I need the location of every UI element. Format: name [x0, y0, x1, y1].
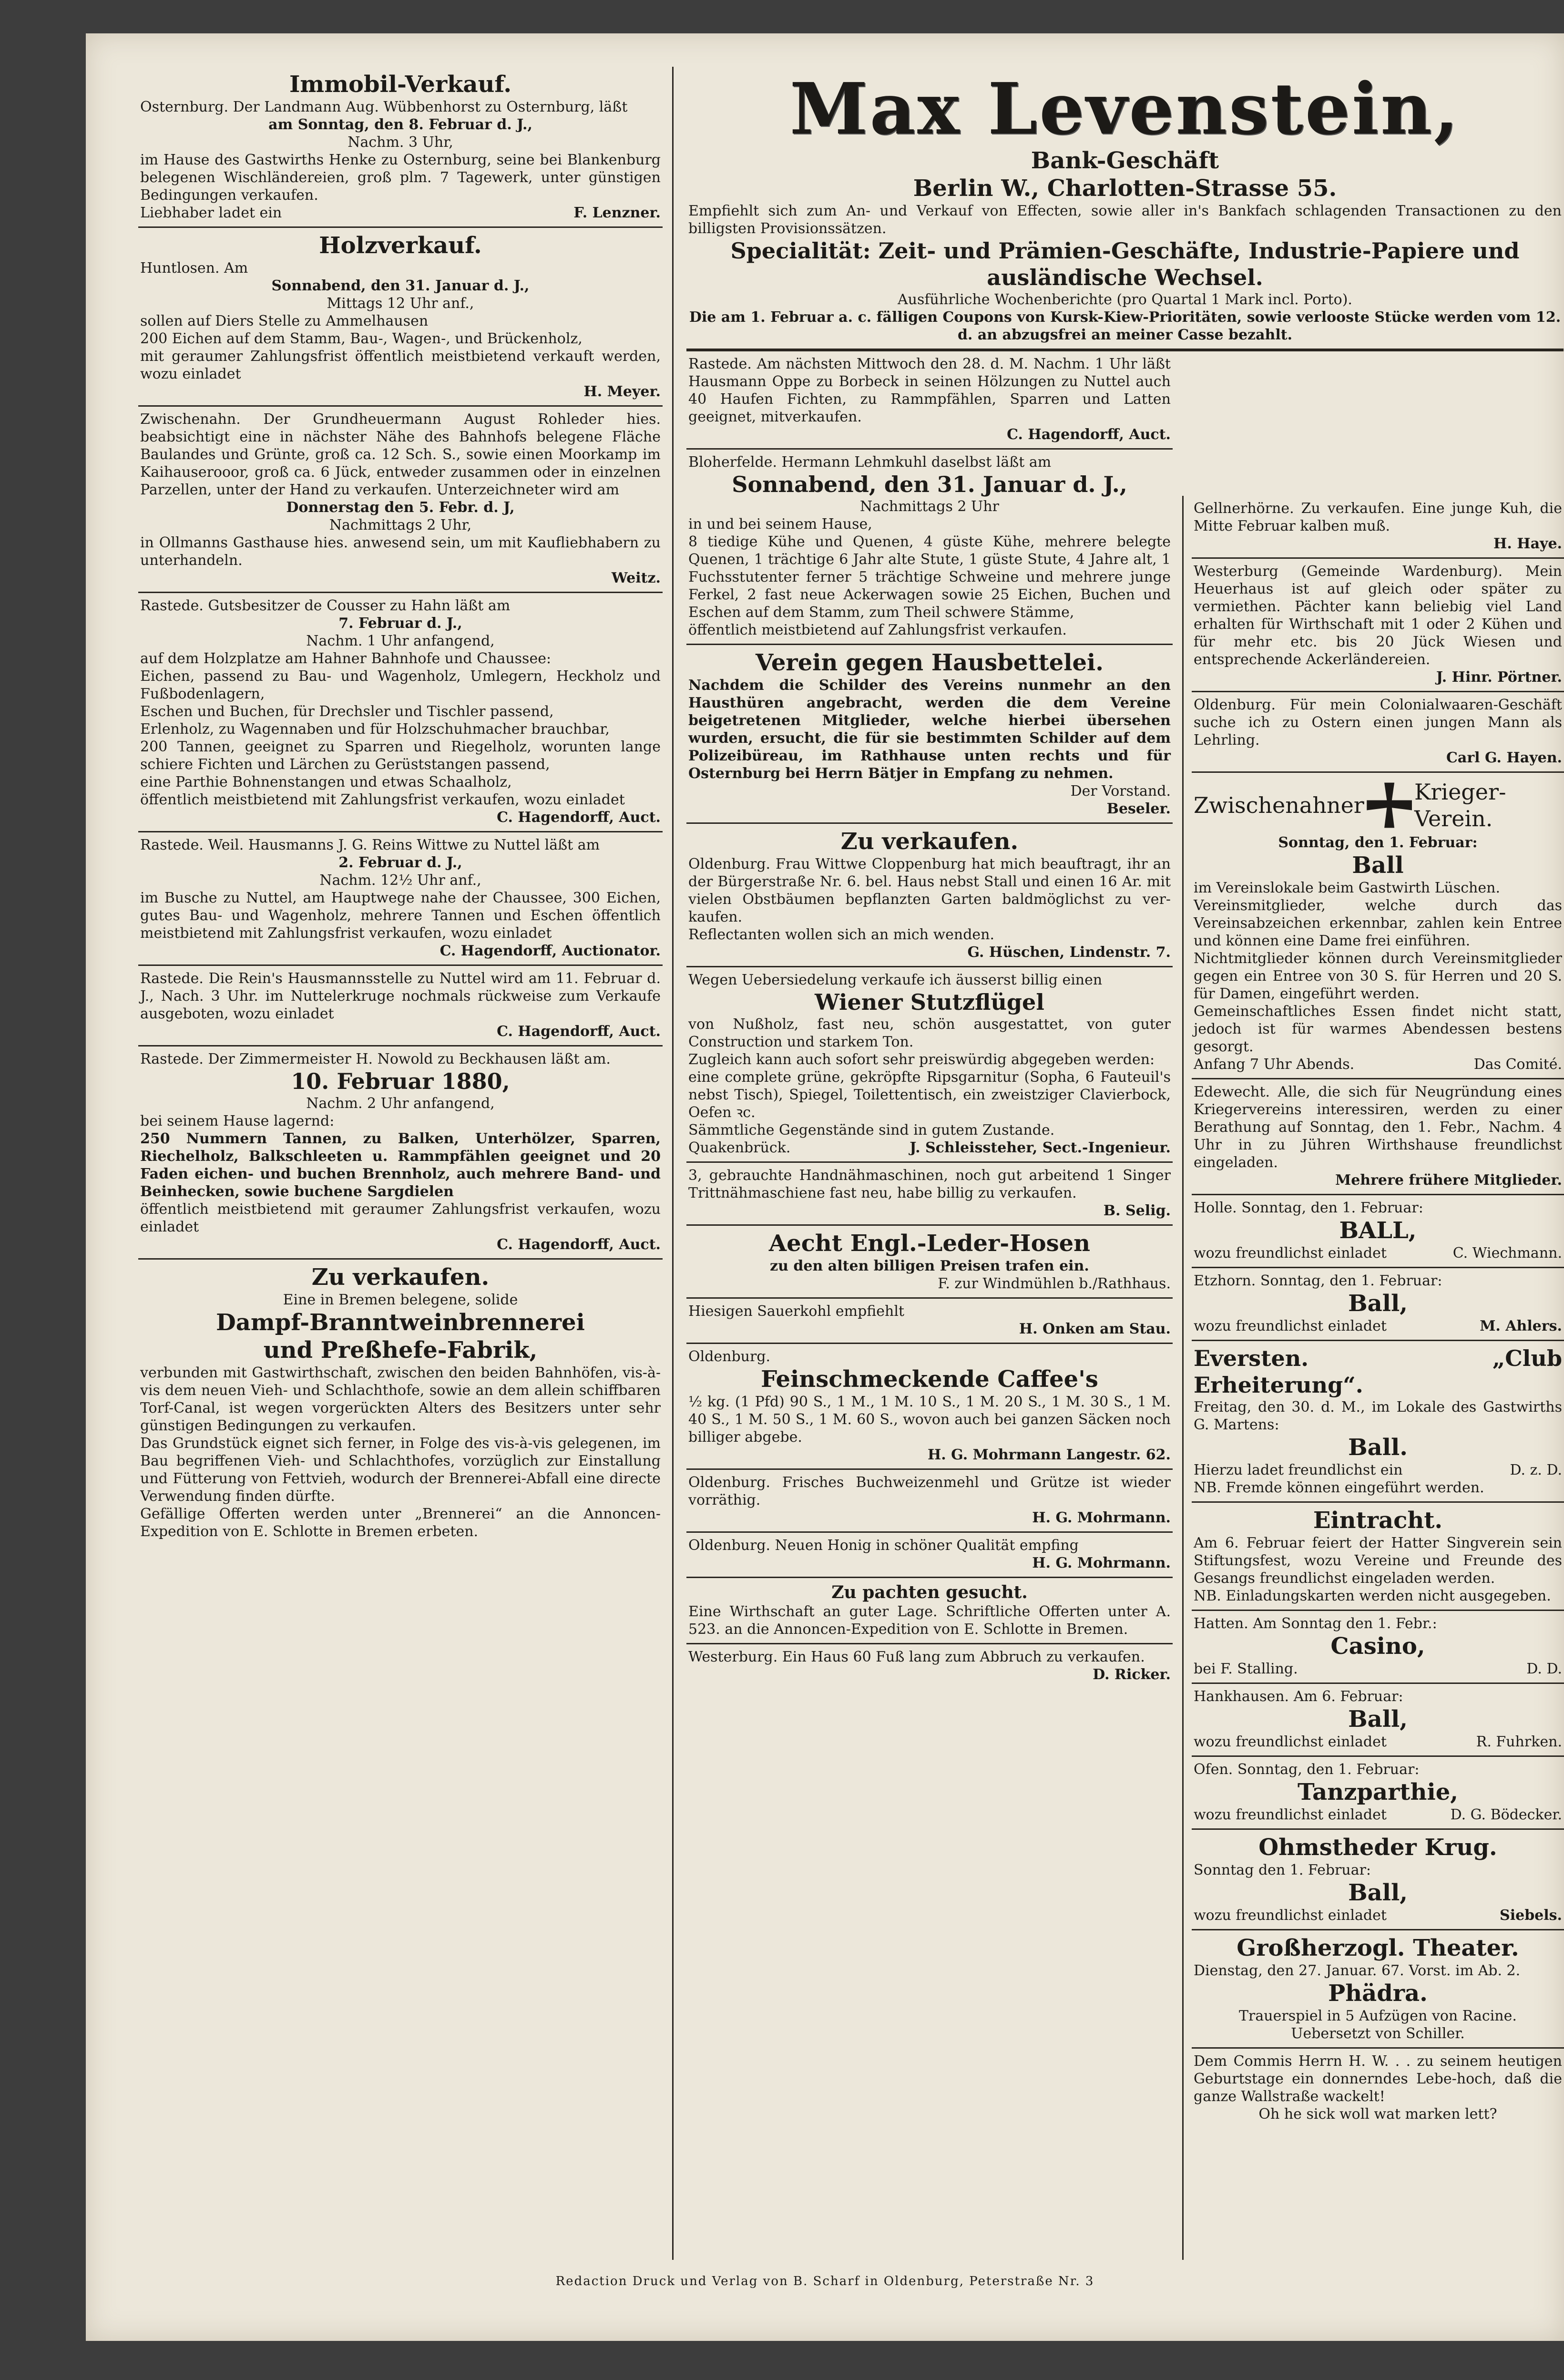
ad-text: Empfiehlt sich zum An- und Verkauf von Effecten, sowie aller in's Bankfach schlagenden Transactionen zu den billigsten Provisionssätzen.	[688, 203, 1562, 237]
ad-caffee	[686, 1344, 1173, 1470]
ad-signature: F. Lenzner.	[573, 205, 661, 221]
ad-time: Nachm. 2 Uhr anfangend,	[306, 1095, 495, 1112]
ad-date: 10. Februar 1880,	[291, 1068, 510, 1094]
ad-heading: Zu verkaufen.	[840, 828, 1019, 855]
ad-text: Edewecht. Alle, die sich für Neugründung eines Kriegervereins interessiren, werden zu einer Berathung auf Sonntag, den 1. Febr., Nachm. 4 Uhr in zu Jühren Wirthshause freundlichst eingeladen.	[1194, 1084, 1562, 1171]
ad-text: Sonntag den 1. Februar:	[1194, 1862, 1371, 1878]
ad-time: Mittags 12 Uhr anf.,	[327, 295, 474, 312]
ad-text: Oldenburg. Neuen Honig in schöner Qualität empfing	[688, 1537, 1079, 1554]
ad-heading: Phädra.	[1328, 1980, 1428, 2007]
ad-invite: Hierzu ladet freundlichst ein	[1194, 1462, 1403, 1478]
ad-heading: Ball	[1352, 852, 1404, 879]
ad-zu-pachten	[686, 1578, 1173, 1644]
ad-text: Rastede. Weil. Hausmanns J. G. Reins Wittwe zu Nuttel läßt am	[140, 837, 600, 853]
ad-text: 8 tiedige Kühe und Quenen, 4 güste Kühe, mehrere belegte Quenen, 1 trächtige 6 Jahr alte Stute, 1 güste Stute, 4 Jahre alt, 1 Fuchsstutenter ferner 5 trächtige Schweine und mehrere junge Ferkel, 2 fast neue Ackerwagen sowie 25 Eichen, Buchen und Eschen auf dem Stamm, zum Theil schwere Stämme,	[688, 533, 1171, 621]
ad-invite: wozu freundlichst einladet	[1194, 1245, 1387, 1262]
ad-text: Westerburg (Gemeinde Wardenburg). Mein Heuerhaus ist auf gleich oder später zu vermiethen. Pächter kann beliebig viel Land erhalten für Wirthschaft mit 1 oder 2 Kühen und für mehr etc. bis 20 Jück Wiesen und entsprechende Ackerländereien.	[1194, 563, 1562, 668]
ad-text: im Busche zu Nuttel, am Hauptwege nahe der Chaussee, 300 Eichen, gutes Bau- und Wagenholz, mehrere Tannen und Eschen öffentlich meistbietend mit Zahlungsfrist verkaufen, wozu einladet	[140, 890, 661, 942]
ad-heading: Ball,	[1348, 1290, 1408, 1317]
ad-rastede-cousser	[138, 593, 663, 832]
ad-signature: Weitz.	[611, 570, 661, 586]
ad-date: Sonntag, den 1. Februar:	[1278, 834, 1478, 851]
ad-time: Nachmittags 2 Uhr	[859, 498, 999, 515]
ad-signature: H. G. Mohrmann.	[1032, 1555, 1171, 1571]
ad-invite: wozu freundlichst einladet	[1194, 1806, 1387, 1823]
ad-text: Eichen, passend zu Bau- und Wagenholz, Umlegern, Heckholz und Fußbodenlagern,	[140, 668, 661, 702]
ad-text: NB. Einladungskarten werden nicht ausgegeben.	[1194, 1588, 1551, 1604]
ad-heading: Zu pachten gesucht.	[831, 1582, 1028, 1602]
ad-text: von Nußholz, fast neu, schön ausgestattet, von guter Construction und starkem Ton.	[688, 1016, 1171, 1050]
ad-subtitle: Bank-Geschäft	[1031, 147, 1219, 174]
ad-westerburg-haus	[686, 1644, 1173, 1688]
ad-text: Zwischenahn. Der Grundheuermann August Rohleder hies. beabsichtigt eine in nächster Nähe des Bahnhofs belegene Fläche Baulandes und Grünte, groß ca. 12 Sch. S., sowie einen Moorkamp im Kaihauserooor, groß ca. 6 Jück, entweder zusammen oder in einzelnen Parzellen, unter der Hand zu verkaufen. Unterzeichneter wird am	[140, 411, 661, 498]
ad-time: Nachm. 3 Uhr,	[348, 134, 453, 151]
ad-signature: C. Hagendorff, Auct.	[1007, 426, 1171, 443]
ad-hatten-casino	[1192, 1611, 1564, 1684]
ad-heading: Zwischenahner	[1194, 792, 1364, 818]
ad-eversten-club	[1192, 1341, 1564, 1503]
ad-signature: Das Comité.	[1473, 1056, 1562, 1073]
ad-text: 3, gebrauchte Handnähmaschinen, noch gut arbeitend 1 Singer Trittnähmaschiene fast neu, habe billig zu verkaufen.	[688, 1167, 1171, 1201]
ad-text: Rastede. Die Rein's Hausmannsstelle zu Nuttel wird am 11. Februar d. J., Nach. 3 Uhr. im Nuttelerkruge nochmals rückweise zum Verkaufe ausgeboten, wozu einladet	[140, 970, 661, 1022]
ad-heading: Krieger-Verein.	[1414, 779, 1506, 831]
ad-text: Freitag, den 30. d. M., im Lokale des Gastwirths G. Martens:	[1194, 1399, 1562, 1433]
ad-text: Hiesigen Sauerkohl empfiehlt	[688, 1303, 905, 1320]
ad-heading: Eintracht.	[1313, 1507, 1443, 1534]
ad-etzhorn-ball	[1192, 1268, 1564, 1341]
ad-text: Oldenburg. Für mein Colonialwaaren-Geschäft suche ich zu Ostern einen jungen Mann als Lehrling.	[1194, 697, 1562, 749]
ad-text: Hatten. Am Sonntag den 1. Febr.:	[1194, 1615, 1437, 1632]
ad-text: 200 Eichen auf dem Stamm, Bau-, Wagen-, und Brückenholz,	[140, 330, 583, 347]
ad-text: Holle. Sonntag, den 1. Februar:	[1194, 1200, 1423, 1216]
ad-signature: J. Schleissteher, Sect.-Ingenieur.	[910, 1139, 1171, 1156]
ad-text: Westerburg. Ein Haus 60 Fuß lang zum Abbruch zu verkaufen.	[688, 1649, 1145, 1665]
ad-date: am Sonntag, den 8. Februar d. J.,	[268, 116, 532, 133]
ad-text: sollen auf Diers Stelle zu Ammelhausen	[140, 313, 429, 329]
ad-signature: F. zur Windmühlen b./Rathhaus.	[938, 1275, 1171, 1292]
ad-text: Eine in Bremen belegene, solide	[283, 1292, 518, 1308]
ad-levenstein	[686, 67, 1564, 351]
ad-time: Nachm. 1 Uhr anfangend,	[306, 633, 495, 649]
ad-address: Berlin W., Charlotten-Strasse 55.	[913, 175, 1337, 202]
ad-bloherfelde	[686, 450, 1173, 645]
ad-heading: Verein gegen Hausbettelei.	[756, 649, 1104, 676]
ad-heading: Zu verkaufen.	[311, 1264, 490, 1291]
ad-hankhausen-ball	[1192, 1684, 1564, 1757]
ad-heading: Eversten. „Club Erheiterung“.	[1194, 1345, 1562, 1398]
ad-text: Das Grundstück eignet sich ferner, in Folge des vis-à-vis gelegenen, im Bau begriffenen Vieh- und Schlachthofes, vorzüglich zur Einstallung und Fütterung von Fettvieh, wodurch der Brennerei-Abfall eine directe Verwendung finden dürfte.	[140, 1435, 661, 1505]
ad-signature: H. G. Mohrmann Langestr. 62.	[927, 1446, 1171, 1463]
ad-rastede-hausmannsstelle	[138, 966, 663, 1046]
ad-text: Sämmtliche Gegenstände sind in gutem Zustande.	[688, 1122, 1055, 1139]
ad-text: Nichtmitglieder können durch Vereinsmitglieder gegen ein Entree von 30 S. für Herren und 20 S. für Damen, eingeführt werden.	[1194, 950, 1562, 1002]
ad-ofen-tanzparthie	[1192, 1757, 1564, 1830]
ad-gellnerhoerne	[1192, 496, 1564, 559]
ad-text: Ausführliche Wochenberichte (pro Quartal 1 Mark incl. Porto).	[898, 291, 1352, 308]
ad-signature: H. Onken am Stau.	[1019, 1321, 1171, 1337]
ad-time: Nachm. 12½ Uhr anf.,	[319, 872, 481, 889]
ad-invite: wozu freundlichst einladet	[1194, 1734, 1387, 1750]
ad-text: Huntlosen. Am	[140, 260, 248, 277]
ad-text: in und bei seinem Hause,	[688, 516, 872, 533]
ad-text: Oldenburg. Frisches Buchweizenmehl und Grütze ist wieder vorräthig.	[688, 1474, 1171, 1508]
ad-place: Quakenbrück.	[688, 1139, 791, 1156]
ad-text: Ofen. Sonntag, den 1. Februar:	[1194, 1761, 1420, 1778]
ad-text: Etzhorn. Sonntag, den 1. Februar:	[1194, 1272, 1442, 1289]
ad-text: zu den alten billigen Preisen trafen ein.	[770, 1258, 1089, 1274]
ad-text: Die am 1. Februar a. c. fälligen Coupons von Kursk-Kiew-Prioritäten, sowie verlooste Stücke werden vom 12. d. an abzugsfrei an meiner Casse bezahlt.	[689, 309, 1561, 343]
ad-heading: BALL,	[1339, 1217, 1417, 1244]
ad-text: Osternburg. Der Landmann Aug. Wübbenhorst zu Osternburg, läßt	[140, 99, 628, 115]
ad-signature: M. Ahlers.	[1480, 1318, 1562, 1334]
ad-signature: R. Fuhrken.	[1476, 1734, 1562, 1750]
ad-heading: Ball.	[1348, 1434, 1408, 1461]
ad-heading: Feinschmeckende Caffee's	[761, 1366, 1098, 1393]
ad-text: eine complete grüne, gekröpfte Ripsgarnitur (Sopha, 6 Fauteuil's nebst Tisch), Spiegel, Toilettentisch, ein zweistziger Clavierbock, Oefen ꝛc.	[688, 1069, 1171, 1121]
ad-westerburg-heuerhaus	[1192, 559, 1564, 692]
ad-text: im Vereinslokale beim Gastwirth Lüschen.	[1194, 880, 1500, 896]
ad-signature: Der Vorstand.	[1070, 783, 1171, 800]
ad-rastede-oppe	[686, 351, 1173, 450]
ad-naehmaschinen	[686, 1163, 1173, 1226]
ad-signature: G. Hüschen, Lindenstr. 7.	[967, 944, 1171, 961]
ad-signature: J. Hinr. Pörtner.	[1436, 669, 1562, 686]
ad-verein-hausbettelei	[686, 645, 1173, 824]
ad-holzverkauf	[138, 228, 663, 407]
ad-zwischenahn	[138, 407, 663, 593]
ad-speciality: Specialität: Zeit- und Prämien-Geschäfte, Industrie-Papiere und ausländische Wechsel.	[730, 238, 1520, 290]
ad-heading: Casino,	[1330, 1633, 1425, 1660]
ad-text: ½ kg. (1 Pfd) 90 S., 1 M., 1 M. 10 S., 1 M. 20 S., 1 M. 30 S., 1 M. 40 S., 1 M. 50 S., 1 M. 60 S., wovon auch bei ganzen Säcken noch billiger abgebe.	[688, 1394, 1171, 1446]
ad-text: Dem Commis Herrn H. W. . . zu seinem heutigen Geburtstage ein donnerndes Lebe-hoch, daß die ganze Wallstraße wackelt!	[1194, 2053, 1562, 2105]
column-left	[138, 67, 663, 1545]
ad-text: öffentlich meistbietend mit Zahlungsfrist verkaufen, wozu einladet	[140, 791, 625, 808]
ad-signature: Carl G. Hayen.	[1446, 749, 1562, 766]
ad-theater	[1192, 1930, 1564, 2049]
ad-signature: H. Haye.	[1493, 535, 1562, 552]
ad-signature: D. Ricker.	[1093, 1666, 1171, 1683]
ad-colonialwaaren	[1192, 692, 1564, 773]
ad-text: Bloherfelde. Hermann Lehmkuhl daselbst läßt am	[688, 454, 1052, 471]
ad-invite: wozu freundlichst einladet	[1194, 1318, 1387, 1334]
ad-heading: Aecht Engl.-Leder-Hosen	[768, 1230, 1091, 1257]
ad-heading: Ohmstheder Krug.	[1258, 1834, 1497, 1861]
ad-text: öffentlich meistbietend mit geraumer Zahlungsfrist verkaufen, wozu einladet	[140, 1201, 661, 1235]
ad-text: in Ollmanns Gasthause hies. anwesend sein, um mit Kaufliebhabern zu unterhandeln.	[140, 534, 661, 569]
ad-signature: D. G. Bödecker.	[1450, 1806, 1562, 1823]
ad-text: mit geraumer Zahlungsfrist öffentlich meistbietend verkauft werden, wozu einladet	[140, 348, 661, 382]
ad-stutzfluegel	[686, 967, 1173, 1163]
imprint-footer: Redaction Druck und Verlag von B. Scharf in Oldenburg, Peterstraße Nr. 3	[555, 2274, 1094, 2288]
ad-time: Anfang 7 Uhr Abends.	[1194, 1056, 1355, 1073]
ad-text: Wegen Uebersiedelung verkaufe ich äusserst billig einen	[688, 972, 1103, 988]
ad-text: Erlenholz, zu Wagennaben und für Holzschuhmacher brauchbar,	[140, 721, 610, 738]
ad-date: Sonnabend, den 31. Januar d. J.,	[271, 277, 530, 294]
ad-geburtstag	[1192, 2049, 1564, 2128]
ad-text: Oh he sick woll wat marken lett?	[1258, 2106, 1497, 2123]
newspaper-page	[86, 33, 1564, 2341]
column-right	[1192, 496, 1564, 2128]
ad-text: Oldenburg. Frau Wittwe Cloppenburg hat mich beauftragt, ihr an der Bürgerstraße Nr. 6. bel. Haus nebst Stall und einen 16 Ar. mit vielen Obstbäumen bepflanzten Garten baldmöglichst zu verkaufen.	[688, 856, 1171, 925]
ad-text: Hankhausen. Am 6. Februar:	[1194, 1688, 1403, 1705]
ad-text: Am 6. Februar feiert der Hatter Singverein sein Stiftungsfest, wozu Vereine und Freunde des Gesangs freundlichst eingeladen werden.	[1194, 1535, 1562, 1587]
ad-text: Gefällige Offerten werden unter „Brennerei“ an die Annoncen-Expedition von E. Schlotte in Bremen erbeten.	[140, 1506, 661, 1540]
ad-text: Eine Wirthschaft an guter Lage. Schriftliche Offerten unter A. 523. an die Annoncen-Expedition von E. Schlotte in Bremen.	[688, 1603, 1171, 1638]
ad-text: Oldenburg.	[688, 1348, 771, 1365]
ad-edewecht	[1192, 1079, 1564, 1195]
ad-signature: D. z. D.	[1510, 1462, 1562, 1478]
ad-signature: Beseler.	[1106, 800, 1171, 817]
ad-heading: Großherzogl. Theater.	[1237, 1935, 1519, 1961]
ad-text: öffentlich meistbietend auf Zahlungsfrist verkaufen.	[688, 622, 1067, 638]
ad-ohmstheder-krug	[1192, 1830, 1564, 1930]
ad-time: Nachmittags 2 Uhr,	[329, 517, 472, 533]
ad-text: auf dem Holzplatze am Hahner Bahnhofe und Chaussee:	[140, 650, 552, 667]
iron-cross-icon	[1364, 777, 1414, 834]
ad-signature: Siebels.	[1500, 1907, 1562, 1924]
ad-text: eine Parthie Bohnenstangen und etwas Schaalholz,	[140, 774, 512, 790]
ad-rastede-reins	[138, 832, 663, 966]
ad-text: verbunden mit Gastwirthschaft, zwischen den beiden Bahnhöfen, vis-à-vis dem neuen Vieh- und Schlachthofe, sowie an dem allein schiffbaren Torf-Canal, ist wegen vorgerückten Alters des Besitzers unter sehr günstigen Bedingungen zu verkaufen.	[140, 1364, 661, 1434]
column-rule	[672, 67, 674, 2260]
ad-zu-verkaufen-haus	[686, 824, 1173, 967]
ad-signature: D. D.	[1526, 1661, 1562, 1677]
ad-text: Vereinsmitglieder, welche durch das Vereinsabzeichen erkennbar, zahlen kein Entree und können eine Dame frei einführen.	[1194, 897, 1562, 949]
ad-eintracht	[1192, 1503, 1564, 1611]
ad-text: Rastede. Gutsbesitzer de Cousser zu Hahn läßt am	[140, 597, 511, 614]
ad-signature: C. Hagendorff, Auct.	[497, 1236, 661, 1253]
ad-signature: C. Wiechmann.	[1452, 1245, 1562, 1262]
ad-heading: Dampf-Branntweinbrennerei	[216, 1309, 585, 1336]
ad-buchweizenmehl	[686, 1470, 1173, 1533]
ad-signature: B. Selig.	[1103, 1202, 1171, 1219]
ad-signature: C. Hagendorff, Auct.	[497, 809, 661, 826]
ad-date: 2. Februar d. J.,	[338, 854, 462, 871]
ad-text: Reflectanten wollen sich an mich wenden.	[688, 926, 995, 943]
ad-brennerei	[138, 1260, 663, 1545]
ad-invite: Liebhaber ladet ein	[140, 205, 282, 221]
ad-text: Uebersetzt von Schiller.	[1291, 2025, 1465, 2042]
ad-signature: C. Hagendorff, Auct.	[497, 1023, 661, 1040]
ad-text: NB. Fremde können eingeführt werden.	[1194, 1479, 1484, 1496]
ad-signature: Mehrere frühere Mitglieder.	[1335, 1172, 1562, 1189]
ad-invite: bei F. Stalling.	[1194, 1661, 1298, 1677]
ad-text: 250 Nummern Tannen, zu Balken, Unterhölzer, Sparren, Riechelholz, Balkschleeten u. Rammpfählen geeignet und 20 Faden eichen- und buchen Brennholz, auch mehrere Band- und Beinhecken, sowie buchene Sargdielen	[140, 1130, 661, 1200]
ad-text: Zugleich kann auch sofort sehr preiswürdig abgegeben werden:	[688, 1051, 1155, 1068]
ad-signature: H. Meyer.	[583, 383, 661, 400]
ad-honig	[686, 1533, 1173, 1578]
ad-text: Trauerspiel in 5 Aufzügen von Racine.	[1239, 2008, 1517, 2024]
ad-sauerkohl	[686, 1299, 1173, 1344]
ad-text: Rastede. Der Zimmermeister H. Nowold zu Beckhausen läßt am.	[140, 1051, 611, 1067]
ad-heading: Ball,	[1348, 1879, 1408, 1906]
ad-leder-hosen	[686, 1226, 1173, 1299]
ad-date: Donnerstag den 5. Febr. d. J,	[286, 499, 515, 516]
ad-heading: und Preßhefe-Fabrik,	[263, 1337, 538, 1364]
ad-signature: H. G. Mohrmann.	[1032, 1509, 1171, 1526]
ad-heading: Tanzparthie,	[1298, 1779, 1458, 1806]
ad-text: 200 Tannen, geeignet zu Sparren und Riegelholz, worunten lange schiere Fichten und Lärchen zu Gerüststangen passend,	[140, 739, 661, 773]
ad-heading: Ball,	[1348, 1706, 1408, 1733]
ad-date: Sonnabend, den 31. Januar d. J.,	[732, 472, 1127, 497]
ad-immobil	[138, 67, 663, 228]
ad-heading: Holzverkauf.	[319, 232, 482, 259]
ad-text: Gemeinschaftliches Essen findet nicht statt, jedoch ist für warmes Abendessen bestens gesorgt.	[1194, 1003, 1562, 1055]
ad-text: im Hause des Gastwirths Henke zu Osternburg, seine bei Blankenburg belegenen Wischländereien, groß plm. 7 Tagewerk, unter günstigen Bedingungen verkaufen.	[140, 152, 661, 204]
ad-holle-ball	[1192, 1195, 1564, 1268]
ad-invite: wozu freundlichst einladet	[1194, 1907, 1387, 1924]
ad-krieger-verein	[1192, 773, 1564, 1079]
ad-text: bei seinem Hause lagernd:	[140, 1113, 335, 1129]
ad-title: Max Levenstein,	[789, 67, 1461, 150]
ad-text: Rastede. Am nächsten Mittwoch den 28. d. M. Nachm. 1 Uhr läßt Hausmann Oppe zu Borbeck in seinen Hölzungen zu Nuttel auch 40 Haufen Fichten, zu Rammpfählen, Sparren und Latten geeignet, mitverkaufen.	[688, 356, 1171, 425]
ad-heading: Wiener Stutzflügel	[815, 989, 1044, 1015]
ad-text: Eschen und Buchen, für Drechsler und Tischler passend,	[140, 703, 554, 720]
ad-signature: C. Hagendorff, Auctionator.	[440, 943, 661, 959]
ad-rastede-nowold	[138, 1046, 663, 1260]
ad-text: Gellnerhörne. Zu verkaufen. Eine junge Kuh, die Mitte Februar kalben muß.	[1194, 500, 1562, 534]
ad-heading: Immobil-Verkauf.	[289, 71, 512, 98]
ad-text: Nachdem die Schilder des Vereins nunmehr an den Hausthüren angebracht, werden die dem Vereine beigetretenen Mitglieder, welche hierbei übersehen wurden, ersucht, die für sie bestimmten Schilder auf dem Polizeibüreau, im Rathhause unten rechts und für Osternburg bei Herrn Bätjer in Empfang zu nehmen.	[688, 677, 1171, 782]
ad-text: Dienstag, den 27. Januar. 67. Vorst. im Ab. 2.	[1194, 1962, 1521, 1979]
ad-date: 7. Februar d. J.,	[338, 615, 462, 632]
